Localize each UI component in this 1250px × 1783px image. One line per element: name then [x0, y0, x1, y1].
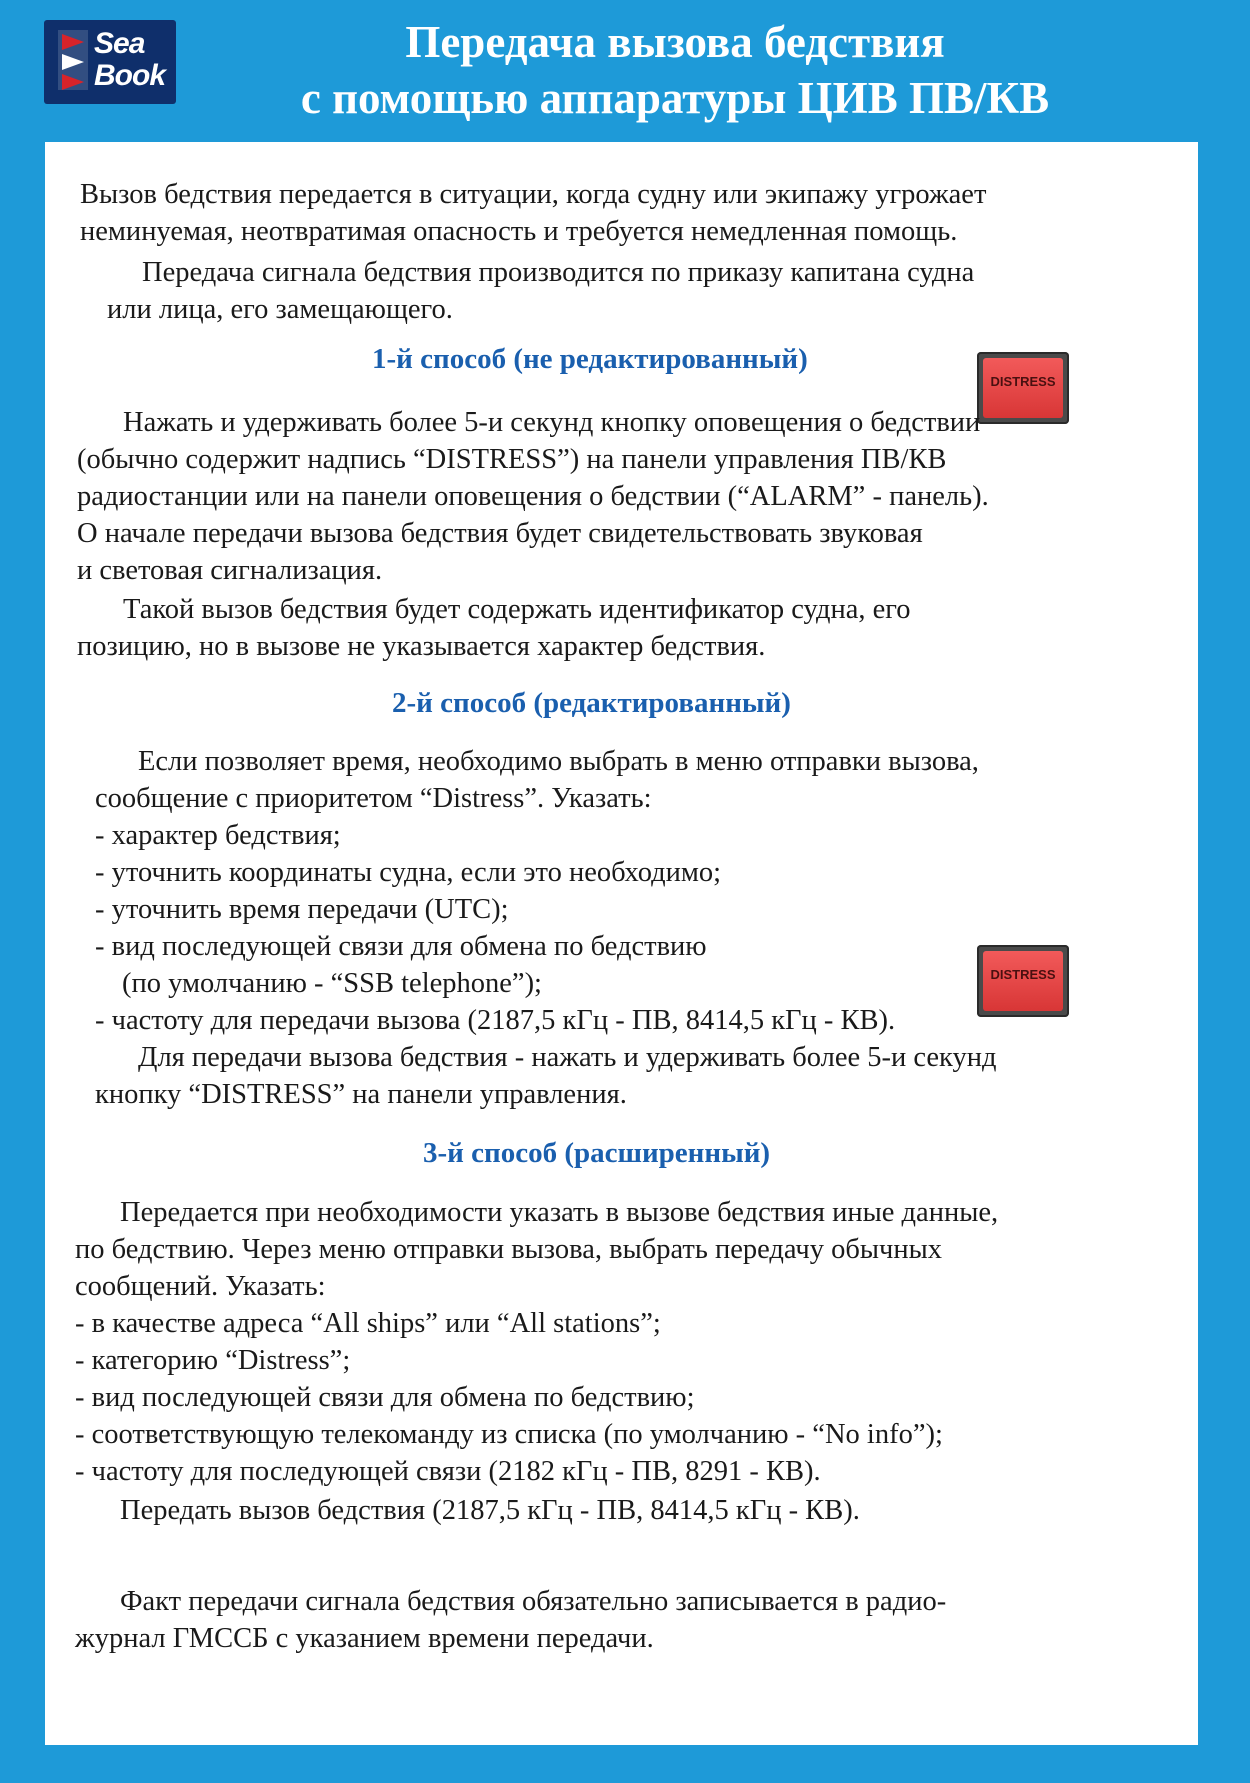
- method2-l6: - вид последующей связи для обмена по бедствию: [95, 931, 707, 962]
- distress-button-image-2: [977, 945, 1069, 1017]
- distress-button-label-1: DISTRESS: [990, 374, 1056, 389]
- method2-l4: - уточнить координаты судна, если это необходимо;: [95, 857, 722, 888]
- method3-heading: 3-й способ (расширенный): [423, 1137, 771, 1169]
- method3-l4: - в качестве адреса “All ships” или “All stations”;: [75, 1308, 661, 1339]
- method2-l9: Для передачи вызова бедствия - нажать и удерживать более 5-и секунд: [138, 1042, 997, 1073]
- method2-l1: Если позволяет время, необходимо выбрать в меню отправки вызова,: [138, 746, 979, 777]
- method2-l7: (по умолчанию - “SSB telephone”);: [122, 968, 542, 999]
- method1-l2: (обычно содержит надпись “DISTRESS”) на панели управления ПВ/КВ: [77, 444, 947, 475]
- method3-l3: сообщений. Указать:: [75, 1271, 326, 1302]
- method2-l8: - частоту для передачи вызова (2187,5 кГц - ПВ, 8414,5 кГц - КВ).: [95, 1005, 896, 1036]
- title-line1: Передача вызова бедствия: [405, 17, 945, 67]
- logo-line2: Book: [94, 59, 165, 92]
- footer-l2: журнал ГМССБ с указанием времени передачи.: [75, 1623, 654, 1654]
- method3-l2: по бедствию. Через меню отправки вызова, выбрать передачу обычных: [75, 1234, 942, 1265]
- method1-l3: радиостанции или на панели оповещения о бедствии (“ALARM” - панель).: [77, 481, 989, 512]
- distress-button-image-1: [977, 352, 1069, 424]
- method2-l2: сообщение с приоритетом “Distress”. Указать:: [95, 783, 652, 814]
- method3-l1: Передается при необходимости указать в вызове бедствия иные данные,: [120, 1197, 999, 1228]
- title-line2: с помощью аппаратуры ЦИВ ПВ/КВ: [300, 73, 1050, 123]
- content-panel: [45, 142, 1198, 1745]
- distress-button-label-2: DISTRESS: [990, 967, 1056, 982]
- page-title: [200, 14, 1150, 126]
- method2-heading: 2-й способ (редактированный): [392, 687, 791, 719]
- method1-l1: Нажать и удерживать более 5-и секунд кнопку оповещения о бедствии: [123, 407, 981, 438]
- method1-l4: О начале передачи вызова бедствия будет свидетельствовать звуковая: [77, 518, 923, 549]
- method1-l6: Такой вызов бедствия будет содержать идентификатор судна, его: [123, 594, 911, 625]
- intro-p2-l2: или лица, его замещающего.: [107, 294, 453, 325]
- footer-l1: Факт передачи сигнала бедствия обязательно записывается в радио-: [120, 1586, 947, 1617]
- logo-line1: Sea: [94, 27, 145, 60]
- method1-heading: 1-й способ (не редактированный): [372, 343, 808, 375]
- method1-l5: и световая сигнализация.: [77, 555, 383, 586]
- header: [0, 0, 1250, 130]
- intro-p2-l1: Передача сигнала бедствия производится по приказу капитана судна: [142, 257, 975, 288]
- method2-l10: кнопку “DISTRESS” на панели управления.: [95, 1079, 627, 1110]
- seabook-logo: [44, 20, 176, 104]
- intro-p1-l2: неминуемая, неотвратимая опасность и требуется немедленная помощь.: [80, 216, 958, 247]
- method2-l3: - характер бедствия;: [95, 820, 341, 851]
- method1-l7: позицию, но в вызове не указывается характер бедствия.: [77, 631, 766, 662]
- method2-l5: - уточнить время передачи (UTC);: [95, 894, 509, 925]
- method3-l6: - вид последующей связи для обмена по бедствию;: [75, 1382, 695, 1413]
- intro-p1-l1: Вызов бедствия передается в ситуации, когда судну или экипажу угрожает: [80, 179, 987, 210]
- method3-l9: Передать вызов бедствия (2187,5 кГц - ПВ, 8414,5 кГц - КВ).: [120, 1495, 860, 1526]
- method3-l5: - категорию “Distress”;: [75, 1345, 351, 1376]
- method3-l8: - частоту для последующей связи (2182 кГц - ПВ, 8291 - КВ).: [75, 1456, 821, 1487]
- method3-l7: - соответствующую телекоманду из списка (по умолчанию - “No info”);: [75, 1419, 943, 1450]
